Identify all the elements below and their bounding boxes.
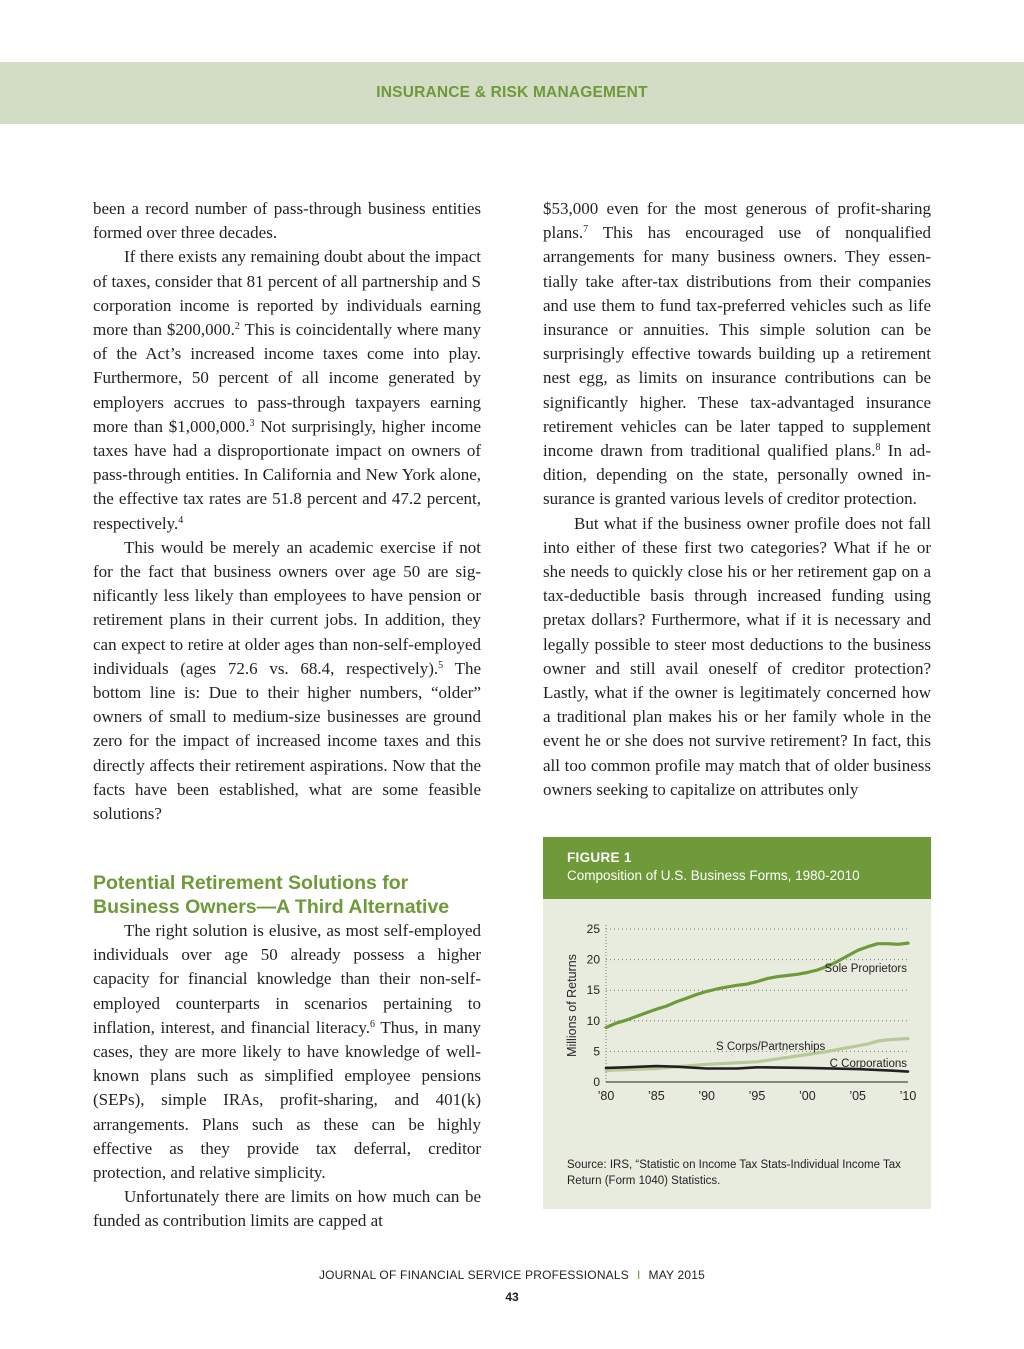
x-tick-label: ’10 bbox=[899, 1089, 917, 1103]
figure-label: FIGURE 1 bbox=[567, 850, 632, 865]
figure-header bbox=[543, 837, 931, 899]
x-tick-label: ’05 bbox=[849, 1089, 867, 1103]
journal-name: JOURNAL OF FINANCIAL SERVICE PROFESSIONALS bbox=[318, 1268, 629, 1282]
footnote-ref: 4 bbox=[178, 514, 184, 526]
paragraph: But what if the business owner profile does not fall into either of these first two categories? What if he or she needs to quickly close his or her retirement gap on a tax-deductible basis through increased funding using pretax dollars? Furthermore, what if it is necessary and legally possible to steer most deductions to the business owner and still avail oneself of creditor protection? Lastly, what if the owner is legitimately concerned how a traditional plan makes his or her family whole in the event he or she does not survive retirement? In fact, this all too common profile may match that of older business owners seeking to capitalize on attributes only bbox=[543, 513, 931, 799]
footnote-ref: 3 bbox=[249, 417, 255, 429]
page-footer bbox=[0, 1268, 1024, 1282]
series-label-sole-proprietors: Sole Proprietors bbox=[824, 963, 907, 976]
y-tick-label: 25 bbox=[586, 922, 600, 936]
series-label-s-corps: S Corps/Partnerships bbox=[716, 1040, 826, 1053]
paragraph: $53,000 even for the most generous of profit-sharing plans.$^7$ This has encouraged use of nonqualified arrangements for many business owners. They essentially take after-tax distributions from their companies and use them to fund tax-preferred vehicles such as life insurance or annuities. This simple solution can be surprisingly effective towards building up a retirement nest egg, as limits on insurance contributions can be significantly higher. These tax-advantaged insurance retirement vehicles can be later tapped to supplement income drawn from traditional qualified plans.$^8$ In addition, depending on the state, personally owned insurance is granted various levels of creditor protection. bbox=[543, 199, 931, 509]
footer-separator: I bbox=[636, 1268, 641, 1282]
figure-source: Source: IRS, “Statistic on Income Tax Stats-Individual Income Tax Return (Form 1040) Statistics. bbox=[567, 1159, 901, 1187]
figure-box bbox=[543, 837, 931, 1209]
paragraph: been a record number of pass-through business entities formed over three decades. bbox=[93, 199, 481, 243]
x-tick-label: ’85 bbox=[647, 1089, 665, 1103]
paragraph: This would be merely an academic exercise if not for the fact that business owners over age 50 are significantly less likely than employees to have pension or retirement plans in their current jobs. In addition, they can expect to retire at older ages than non-self-employed individuals (ages 72.6 vs. 68.4, respectively).$^5$ The bottom line is: Due to their higher numbers, “older” owners of small to medium-size businesses are ground zero for the impact of increased income taxes and this directly affects their retirement aspirations. Now that the facts have been established, what are some feasible solutions? bbox=[93, 537, 482, 824]
left-column-continued bbox=[93, 919, 481, 1234]
paragraph: The right solution is elusive, as most self-employed individuals over age 50 already possess a higher capacity for financial knowledge than their non-self-employed counterparts in scenarios pertaining to inflation, interest, and financial literacy.$^6$ Thus, in many cases, they are more likely to have knowledge of well-known plans such as simplified employee pensions (SEPs), simple IRAs, profit-sharing, and 401(k) arrangements. Plans such as these can be highly effective as they provide tax deferral, creditor protection, and relative simplicity. bbox=[93, 921, 482, 1183]
footnote-ref: 6 bbox=[370, 1018, 376, 1030]
right-column bbox=[543, 197, 931, 802]
y-tick-label: 0 bbox=[593, 1075, 600, 1089]
series-label-c-corporations: C Corporations bbox=[829, 1057, 907, 1070]
y-tick-label: 10 bbox=[586, 1013, 600, 1028]
paragraph: If there exists any remaining doubt about the impact of taxes, consider that 81 percent of all partnership and S corporation income is reported by individuals earning more than $200,000.$^2$ This is coincidentally where many of the Act’s increased income taxes come into play. Furthermore, 50 percent of all income generated by employers accrues to pass-through taxpayers earning more than $1,000,000.$^3$ Not surprisingly, higher income taxes have had a disproportionate impact on owners of pass-through entities. In California and New York alone, the effective tax rates are 51.8 percent and 47.2 percent, respectively.$^4$ bbox=[93, 247, 482, 533]
x-tick-label: ’90 bbox=[698, 1089, 716, 1103]
footnote-ref: 2 bbox=[234, 321, 240, 333]
x-tick-label: ’95 bbox=[748, 1089, 766, 1103]
section-banner bbox=[0, 62, 1024, 124]
page-number: 43 bbox=[505, 1290, 519, 1304]
figure-title: Composition of U.S. Business Forms, 1980-2010 bbox=[567, 868, 860, 883]
x-tick-label: ’00 bbox=[798, 1089, 816, 1103]
y-tick-label: 20 bbox=[586, 952, 600, 967]
line-chart bbox=[543, 899, 931, 1154]
y-tick-label: 5 bbox=[593, 1044, 600, 1059]
section-subheading: Potential Retirement Solutions for Business Owners—A Third Alternative bbox=[93, 872, 450, 918]
footnote-ref: 7 bbox=[583, 224, 589, 236]
y-axis-label: Millions of Returns bbox=[565, 954, 579, 1057]
issue-date: MAY 2015 bbox=[648, 1268, 706, 1282]
x-tick-label: ’80 bbox=[597, 1089, 615, 1103]
series-line-sole-proprietors bbox=[606, 943, 908, 1027]
footnote-ref: 8 bbox=[875, 442, 881, 454]
section-title: INSURANCE & RISK MANAGEMENT bbox=[376, 84, 648, 101]
left-column bbox=[93, 197, 481, 826]
footnote-ref: 5 bbox=[438, 659, 444, 671]
paragraph: Unfortunately there are limits on how much can be funded as contribution limits are capped at bbox=[93, 1187, 481, 1231]
y-tick-label: 15 bbox=[586, 983, 600, 998]
